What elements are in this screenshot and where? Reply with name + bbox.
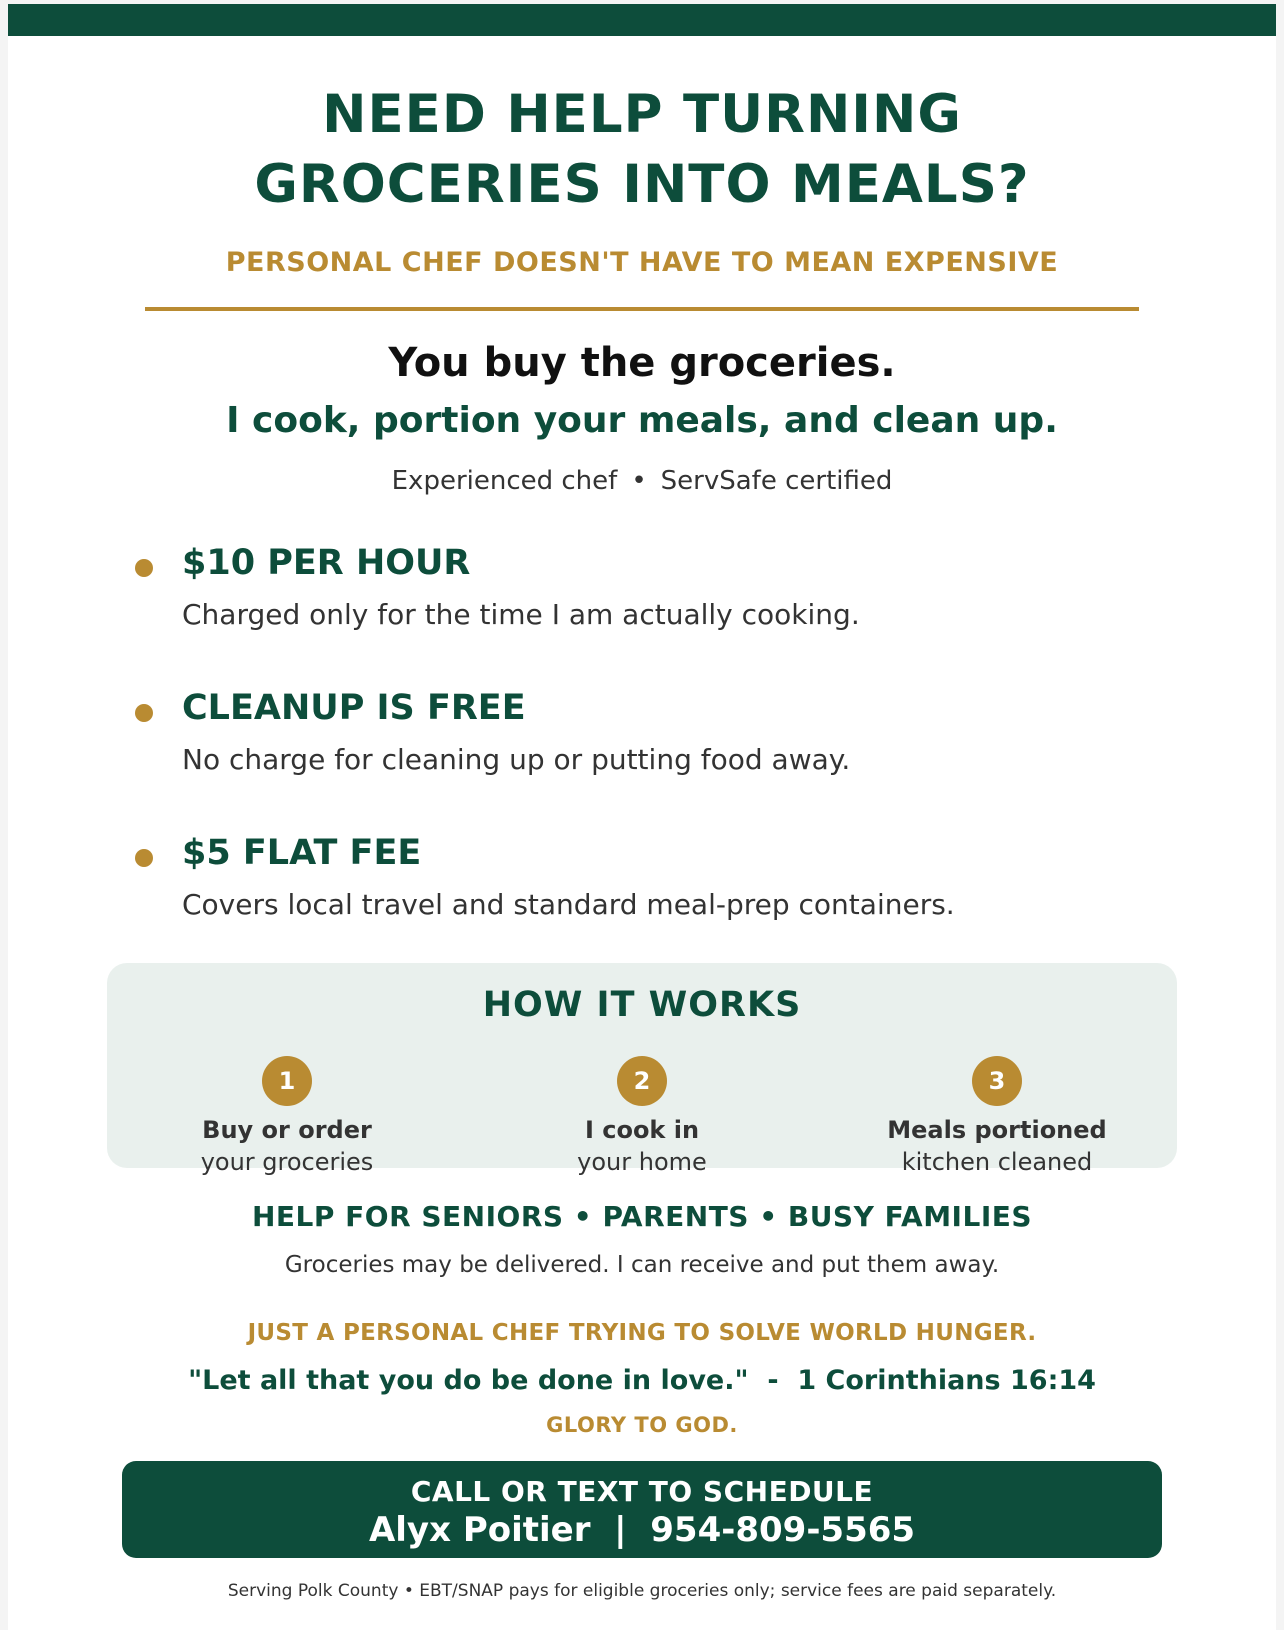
pitch-line-1: You buy the groceries. bbox=[388, 340, 896, 386]
mission-statement: JUST A PERSONAL CHEF TRYING TO SOLVE WORLD HUNGER. bbox=[247, 1320, 1037, 1346]
headline-line-1: NEED HELP TURNING bbox=[322, 84, 962, 145]
pricing-title: $5 FLAT FEE bbox=[182, 833, 422, 873]
bullet-dot-icon bbox=[135, 704, 153, 722]
step-bold-text: I cook in bbox=[584, 1116, 700, 1144]
step-text: kitchen cleaned bbox=[901, 1148, 1093, 1176]
step-number-badge: 1 bbox=[262, 1056, 312, 1106]
step-text: your groceries bbox=[200, 1148, 374, 1176]
pricing-title: CLEANUP IS FREE bbox=[182, 688, 526, 728]
divider-rule bbox=[145, 307, 1139, 311]
cta-label: CALL OR TEXT TO SCHEDULE bbox=[410, 1475, 874, 1508]
contact-banner bbox=[122, 1461, 1162, 1558]
audience-headline: HELP FOR SENIORS • PARENTS • BUSY FAMILIES bbox=[251, 1200, 1033, 1233]
headline bbox=[0, 80, 1284, 220]
pricing-description: No charge for cleaning up or putting food away. bbox=[182, 743, 851, 776]
subheadline: PERSONAL CHEF DOESN'T HAVE TO MEAN EXPENSIVE bbox=[225, 247, 1059, 278]
bullet-separator: • bbox=[631, 466, 647, 496]
step-number-badge: 3 bbox=[972, 1056, 1022, 1106]
pitch-line-2: I cook, portion your meals, and clean up. bbox=[226, 400, 1058, 441]
step-2 bbox=[462, 1056, 822, 1178]
footer-note: Serving Polk County • EBT/SNAP pays for eligible groceries only; service fees are paid separately. bbox=[227, 1581, 1057, 1601]
pricing-description: Covers local travel and standard meal-prep containers. bbox=[182, 888, 955, 921]
step-bold-text: Meals portioned bbox=[887, 1116, 1107, 1144]
step-1 bbox=[107, 1056, 467, 1178]
bible-verse: "Let all that you do be done in love." - 1 Corinthians 16:14 bbox=[188, 1365, 1096, 1396]
step-text: your home bbox=[577, 1148, 707, 1176]
contact-name-phone: Alyx Poitier | 954-809-5565 bbox=[368, 1510, 916, 1550]
delivery-note: Groceries may be delivered. I can receive and put them away. bbox=[284, 1252, 1000, 1278]
how-it-works-panel bbox=[107, 963, 1177, 1176]
credential-servsafe: ServSafe certified bbox=[660, 466, 893, 496]
credential-experience: Experienced chef bbox=[391, 466, 618, 496]
top-banner-bar bbox=[8, 4, 1276, 36]
bullet-dot-icon bbox=[135, 849, 153, 867]
how-it-works-title: HOW IT WORKS bbox=[482, 985, 802, 1025]
step-3 bbox=[817, 1056, 1177, 1178]
step-bold-text: Buy or order bbox=[202, 1116, 372, 1144]
glory-line: GLORY TO GOD. bbox=[546, 1413, 738, 1437]
bullet-dot-icon bbox=[135, 559, 153, 577]
credentials bbox=[0, 466, 1284, 496]
headline-line-2: GROCERIES INTO MEALS? bbox=[254, 154, 1030, 215]
step-number-badge: 2 bbox=[617, 1056, 667, 1106]
pricing-title: $10 PER HOUR bbox=[182, 543, 471, 583]
pricing-description: Charged only for the time I am actually cooking. bbox=[182, 598, 860, 631]
